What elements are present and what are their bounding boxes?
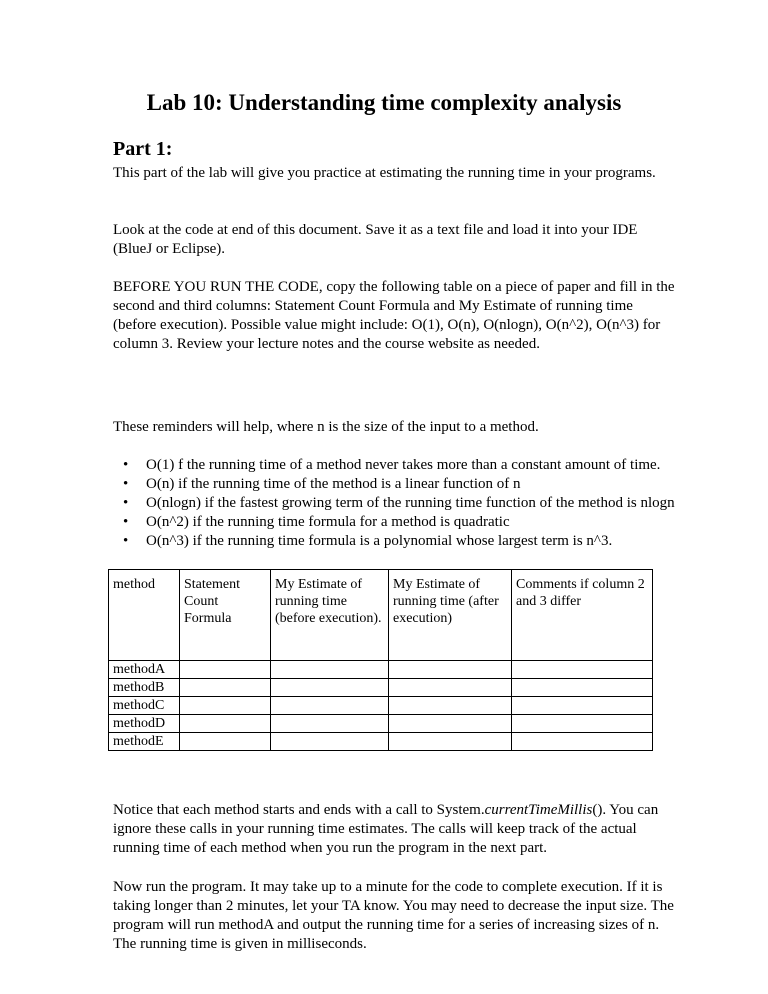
table-row <box>109 661 653 679</box>
table-cell <box>180 715 271 733</box>
table-cell <box>512 715 653 733</box>
table-row <box>109 733 653 751</box>
method-name-cell: methodD <box>109 715 180 733</box>
reminders-intro-paragraph: These reminders will help, where n is the size of the input to a method. <box>113 419 539 435</box>
list-item <box>113 532 678 551</box>
table-cell <box>271 715 389 733</box>
bullet-icon: • <box>123 476 129 492</box>
table-row <box>109 679 653 697</box>
table-cell <box>271 661 389 679</box>
code-instructions-paragraph: Look at the code at end of this document. Save it as a text file and load it into your IDE (BlueJ or Eclipse). <box>113 222 638 257</box>
table-cell <box>271 733 389 751</box>
table-cell <box>389 679 512 697</box>
table-row <box>109 697 653 715</box>
list-item <box>113 494 678 513</box>
list-item-text: O(1) f the running time of a method never takes more than a constant amount of time. <box>146 457 661 473</box>
table-header-cell: My Estimate of running time (before execution). <box>271 570 389 661</box>
part1-heading: Part 1: <box>113 138 173 160</box>
table-cell <box>512 697 653 715</box>
estimate-table <box>108 569 653 751</box>
table-cell <box>271 679 389 697</box>
table-cell <box>389 733 512 751</box>
notice-text-a: Notice that each method starts and ends with a call to System. <box>113 802 485 818</box>
table-header-cell: Statement Count Formula <box>180 570 271 661</box>
bullet-icon: • <box>123 457 129 473</box>
notice-paragraph <box>113 801 678 858</box>
list-item-text: O(n^2) if the running time formula for a method is quadratic <box>146 514 510 530</box>
list-item-text: O(nlogn) if the fastest growing term of the running time function of the method is nlogn <box>146 495 675 511</box>
list-item <box>113 456 678 475</box>
table-cell <box>389 697 512 715</box>
list-item <box>113 475 678 494</box>
table-row <box>109 715 653 733</box>
table-cell <box>180 679 271 697</box>
list-item <box>113 513 678 532</box>
table-header-cell: Comments if column 2 and 3 differ <box>512 570 653 661</box>
table-cell <box>512 733 653 751</box>
reminders-list <box>113 456 678 551</box>
table-cell <box>180 733 271 751</box>
page-title: Lab 10: Understanding time complexity analysis <box>146 90 622 115</box>
list-item-text: O(n) if the running time of the method is a linear function of n <box>146 476 521 492</box>
intro-paragraph: This part of the lab will give you practice at estimating the running time in your programs. <box>113 165 656 181</box>
notice-text-b: (). You can ignore these calls in your running time estimates. The calls will keep track of the actual running time of each method when you run the program in the next part. <box>113 802 659 856</box>
table-cell <box>180 697 271 715</box>
table-cell <box>180 661 271 679</box>
table-cell <box>512 661 653 679</box>
notice-code-term: currentTimeMillis <box>484 802 593 818</box>
run-instructions-paragraph: Now run the program. It may take up to a minute for the code to complete execution. If it is taking longer than 2 minutes, let your TA know. You may need to decrease the input size. The program will run methodA and output the running time for a series of increasing sizes of n. The running time is given in milliseconds. <box>113 879 674 952</box>
table-cell <box>389 661 512 679</box>
method-name-cell: methodB <box>109 679 180 697</box>
method-name-cell: methodA <box>109 661 180 679</box>
bullet-icon: • <box>123 495 129 511</box>
table-header-cell: My Estimate of running time (after execution) <box>389 570 512 661</box>
table-header-cell: method <box>109 570 180 661</box>
bullet-icon: • <box>123 533 129 549</box>
method-name-cell: methodC <box>109 697 180 715</box>
table-cell <box>512 679 653 697</box>
list-item-text: O(n^3) if the running time formula is a polynomial whose largest term is n^3. <box>146 533 613 549</box>
table-instructions-paragraph: BEFORE YOU RUN THE CODE, copy the following table on a piece of paper and fill in the second and third columns: Statement Count Formula and My Estimate of running time (before execution). Possible value might include: O(1), O(n), O(nlogn), O(n^2), O(n^3) for column 3. Review your lecture notes and the course website as needed. <box>113 279 675 352</box>
table-header-row <box>109 570 653 661</box>
bullet-icon: • <box>123 514 129 530</box>
table-cell <box>389 715 512 733</box>
table-cell <box>271 697 389 715</box>
method-name-cell: methodE <box>109 733 180 751</box>
